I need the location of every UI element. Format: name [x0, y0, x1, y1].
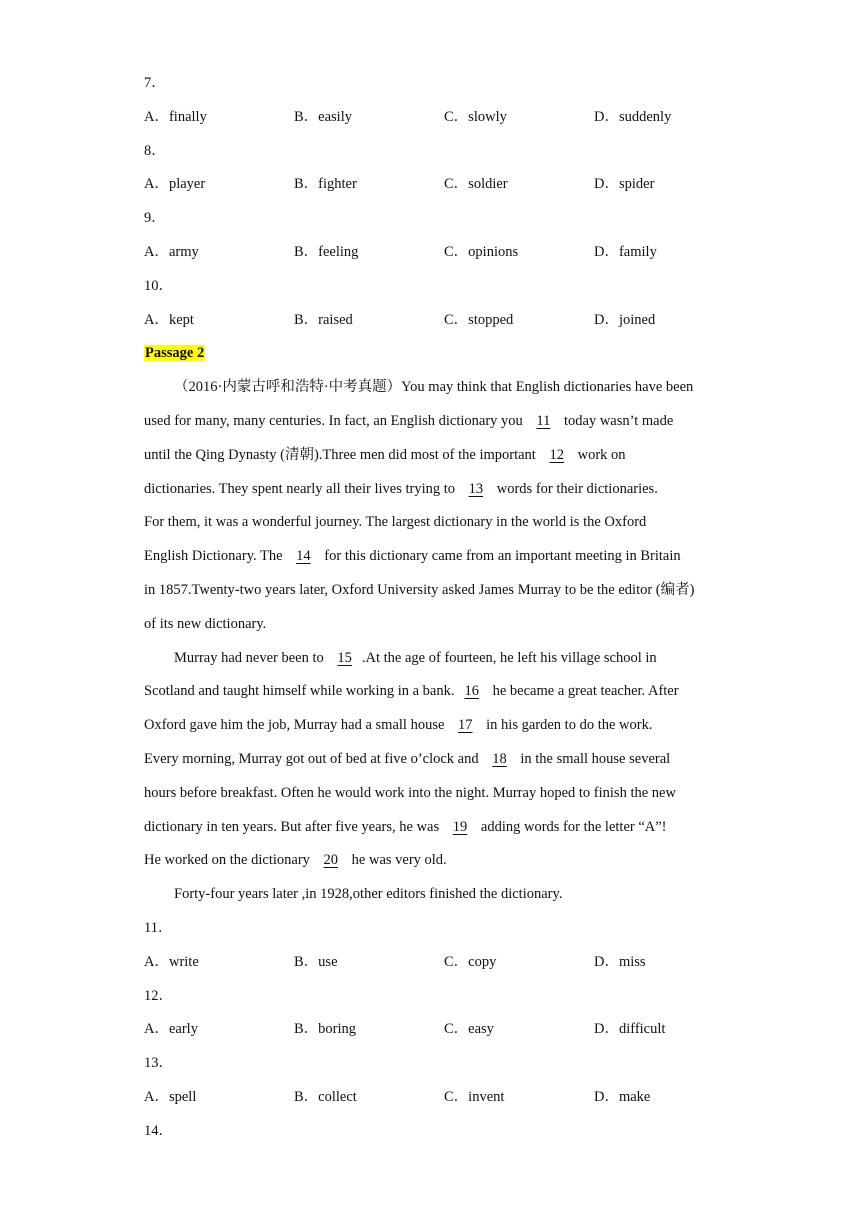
paragraph-1-line-8: of its new dictionary.: [144, 616, 267, 632]
option-c: C．soldier: [444, 176, 508, 192]
option-a: A．spell: [144, 1089, 197, 1105]
option-c: C．easy: [444, 1021, 494, 1037]
text-segment: he became a great teacher. After: [488, 683, 679, 699]
option-b: B．collect: [294, 1089, 357, 1105]
paragraph-1-line-7: in 1857.Twenty-two years later, Oxford University asked James Murray to be the editor (编者): [144, 582, 695, 598]
option-c: C．slowly: [444, 109, 507, 125]
option-d: D．spider: [594, 176, 655, 192]
paragraph-2-line-1: [174, 648, 754, 668]
blank-14: 14: [296, 548, 311, 564]
paragraph-1-line-5: For them, it was a wonderful journey. The largest dictionary in the world is the Oxford: [144, 514, 647, 530]
paragraph-1-line-4: [144, 479, 724, 499]
paragraph-1-line-2: [144, 411, 724, 431]
text-segment: dictionaries. They spent nearly all their lives trying to: [144, 481, 459, 497]
option-d: D．difficult: [594, 1021, 666, 1037]
text-segment: Oxford gave him the job, Murray had a small house: [144, 717, 449, 733]
blank-17: 17: [458, 717, 473, 733]
paragraph-2-line-4: [144, 749, 724, 769]
option-b: B．raised: [294, 312, 353, 328]
blank-16: 16: [464, 683, 479, 699]
option-a: A．kept: [144, 312, 194, 328]
option-a: A．player: [144, 176, 206, 192]
options-row-8: [144, 174, 744, 194]
blank-15: 15: [337, 650, 352, 666]
text-segment: .At the age of fourteen, he left his village school in: [361, 650, 657, 666]
option-d: D．suddenly: [594, 109, 672, 125]
blank-19: 19: [452, 819, 468, 835]
option-b: B．use: [294, 954, 338, 970]
blank-11: 11: [536, 413, 551, 429]
text-segment: work on: [573, 447, 626, 463]
text-segment: in his garden to do the work.: [482, 717, 653, 733]
text-segment: used for many, many centuries. In fact, an English dictionary you: [144, 413, 527, 429]
paragraph-1-line-1: （2016·内蒙古呼和浩特·中考真题）You may think that English dictionaries have been: [174, 379, 694, 395]
paragraph-1-line-6: [144, 546, 724, 566]
option-b: B．easily: [294, 109, 352, 125]
blank-12: 12: [549, 447, 564, 463]
blank-20: 20: [323, 852, 339, 868]
option-c: C．opinions: [444, 244, 519, 260]
text-segment: today wasn’t made: [560, 413, 674, 429]
text-segment: Murray had never been to: [174, 650, 328, 666]
option-a: A．early: [144, 1021, 198, 1037]
passage-title-text: Passage 2: [145, 345, 205, 361]
question-number-11: 11．: [144, 920, 173, 936]
question-number-7: 7．: [144, 75, 166, 91]
options-row-13: [144, 1087, 744, 1107]
option-d: D．family: [594, 244, 657, 260]
text-segment: for this dictionary came from an important meeting in Britain: [320, 548, 681, 564]
question-number-14: 14．: [144, 1123, 173, 1139]
paragraph-2-line-7: [144, 850, 724, 870]
options-row-9: [144, 242, 744, 262]
option-d: D．miss: [594, 954, 646, 970]
option-b: B．fighter: [294, 176, 357, 192]
paragraph-2-line-6: [144, 817, 724, 837]
paragraph-1-line-3: [144, 445, 724, 465]
option-b: B．feeling: [294, 244, 359, 260]
text-segment: English Dictionary. The: [144, 548, 287, 564]
question-number-12: 12．: [144, 988, 173, 1004]
text-segment: Every morning, Murray got out of bed at five o’clock and: [144, 751, 483, 767]
blank-13: 13: [468, 481, 484, 497]
text-segment: in the small house several: [516, 751, 671, 767]
text-segment: He worked on the dictionary: [144, 852, 314, 868]
option-c: C．copy: [444, 954, 497, 970]
options-row-11: [144, 952, 744, 972]
question-number-10: 10．: [144, 278, 173, 294]
text-segment: words for their dictionaries.: [493, 481, 658, 497]
option-b: B．boring: [294, 1021, 357, 1037]
option-d: D．make: [594, 1089, 651, 1105]
blank-18: 18: [492, 751, 507, 767]
question-number-13: 13．: [144, 1055, 173, 1071]
question-number-8: 8．: [144, 143, 166, 159]
option-a: A．write: [144, 954, 199, 970]
paragraph-3: Forty-four years later ,in 1928,other editors finished the dictionary.: [174, 886, 563, 902]
paragraph-2-line-5: hours before breakfast. Often he would work into the night. Murray hoped to finish the new: [144, 785, 676, 801]
option-c: C．invent: [444, 1089, 505, 1105]
paragraph-2-line-2: [144, 681, 724, 701]
options-row-7: [144, 107, 744, 127]
text-segment: dictionary in ten years. But after five years, he was: [144, 819, 443, 835]
options-row-12: [144, 1019, 744, 1039]
option-c: C．stopped: [444, 312, 514, 328]
text-segment: until the Qing Dynasty (清朝).Three men did most of the important: [144, 447, 540, 463]
text-segment: adding words for the letter “A”!: [477, 819, 667, 835]
question-number-9: 9．: [144, 210, 166, 226]
text-segment: Scotland and taught himself while working in a bank.: [144, 683, 455, 699]
option-a: A．finally: [144, 109, 207, 125]
passage-title: [144, 343, 205, 363]
option-a: A．army: [144, 244, 199, 260]
option-d: D．joined: [594, 312, 656, 328]
text-segment: he was very old.: [348, 852, 447, 868]
options-row-10: [144, 310, 744, 330]
paragraph-2-line-3: [144, 715, 724, 735]
